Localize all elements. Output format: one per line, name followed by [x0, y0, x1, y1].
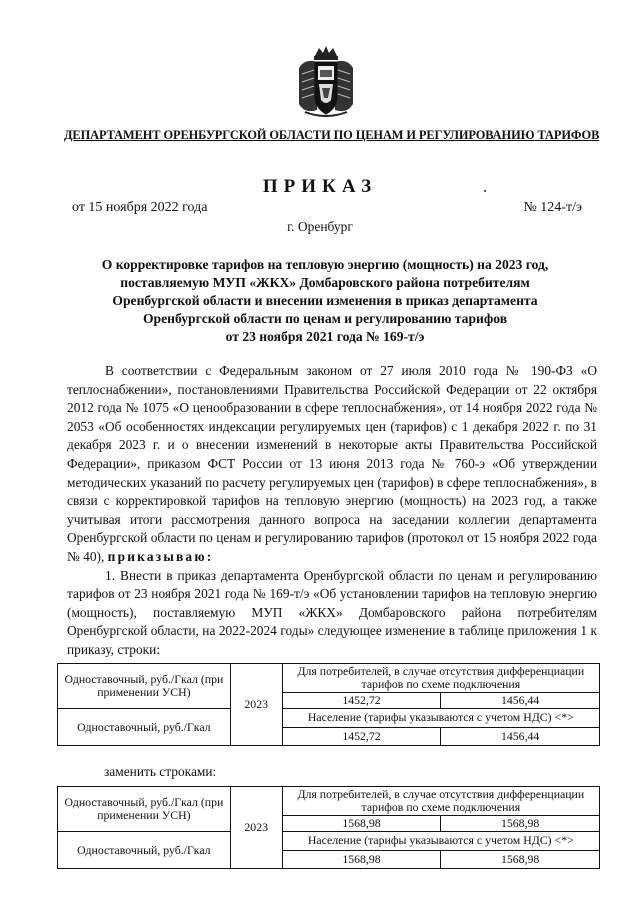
- order-date: от 15 ноября 2022 года: [72, 200, 208, 215]
- group-header: Для потребителей, в случае отсутствия дифференциации тарифов по схеме подключения: [282, 664, 599, 693]
- group-header: Население (тарифы указываются с учетом НДС) <*>: [282, 709, 599, 728]
- row-label: Одноставочный, руб./Гкал: [58, 832, 231, 869]
- heading-line: от 23 ноября 2021 года № 169-т/э: [225, 329, 425, 344]
- heading-line: Оренбургской области по ценам и регулированию тарифов: [142, 311, 508, 326]
- heading-line: Оренбургской области и внесении изменения в приказ департамента: [112, 293, 538, 308]
- tariff-value: 1568,98: [441, 850, 600, 869]
- tariff-value: 1452,72: [282, 727, 441, 746]
- tariff-value: 1456,44: [441, 727, 600, 746]
- order-body: [67, 362, 597, 660]
- tariff-value: 1568,98: [441, 816, 600, 832]
- row-label: Одноставочный, руб./Гкал: [58, 709, 231, 746]
- tariff-value: 1568,98: [282, 816, 441, 832]
- tariff-value: 1456,44: [441, 693, 600, 709]
- group-header: Для потребителей, в случае отсутствия дифференциации тарифов по схеме подключения: [282, 787, 599, 816]
- heading-line: О корректировке тарифов на тепловую энергию (мощность) на 2023 год,: [101, 257, 549, 272]
- year-cell: 2023: [230, 664, 282, 746]
- tariff-value: 1452,72: [282, 693, 441, 709]
- row-label: Одноставочный, руб./Гкал (при применении УСН): [58, 664, 231, 709]
- order-word: приказываю:: [107, 548, 214, 564]
- heading-line: поставляемую МУП «ЖКХ» Домбаровского района потребителям: [120, 275, 530, 290]
- scan-speck: [484, 190, 486, 192]
- clause-1-paragraph: 1. Внести в приказ департамента Оренбургской области по ценам и регулированию тарифов от 23 ноября 2021 года № 169-т/э «Об установлении тарифов на тепловую энергию (мощность), поставляемую МУП «ЖКХ» Домбаровского района потребителям Оренбургской области, на 2022-2024 годы» следующее изменение в таблице приложения 1 к приказу, строки:: [67, 567, 597, 657]
- preamble-paragraph: [67, 362, 597, 567]
- order-heading: [70, 256, 580, 346]
- order-number: № 124-т/э: [523, 200, 582, 215]
- tariff-table-new: [57, 786, 600, 869]
- department-name: ДЕПАРТАМЕНТ ОРЕНБУРГСКОЙ ОБЛАСТИ ПО ЦЕНАМ И РЕГУЛИРОВАНИЮ ТАРИФОВ: [64, 128, 600, 142]
- row-label: Одноставочный, руб./Гкал (при применении УСН): [58, 787, 231, 832]
- preamble-text: В соответствии с Федеральным законом от 27 июля 2010 года № 190-ФЗ «О теплоснабжении», постановлениями Правительства Российской Федерации от 22 октября 2012 года № 1075 «О ценообразовании в сфере теплоснабжения», от 14 ноября 2022 года № 2053 «Об особенностях индексации регулируемых цен (тарифов) с 1 декабря 2022 г. по 31 декабря 2023 г. и о внесении изменений в некоторые акты Правительства Российской Федерации», приказом ФСТ России от 13 июня 2013 года № 760-э «Об утверждении методических указаний по расчету регулируемых цен (тарифов) в сфере теплоснабжения», в связи с корректировкой тарифов на тепловую энергию (мощность) на 2023 год, а также учитывая итоги рассмотрения данного вопроса на заседании коллегии департамента Оренбургской области по ценам и регулированию тарифов (протокол от 15 ноября 2022 года № 40),: [67, 363, 597, 564]
- document-type-title: ПРИКАЗ: [262, 176, 378, 197]
- replace-label: заменить строками:: [104, 764, 217, 779]
- coat-of-arms-emblem: [295, 44, 357, 120]
- group-header: Население (тарифы указываются с учетом НДС) <*>: [282, 832, 599, 851]
- tariff-value: 1568,98: [282, 850, 441, 869]
- tariff-table-old: [57, 663, 600, 746]
- year-cell: 2023: [230, 787, 282, 869]
- order-city: г. Оренбург: [287, 219, 353, 234]
